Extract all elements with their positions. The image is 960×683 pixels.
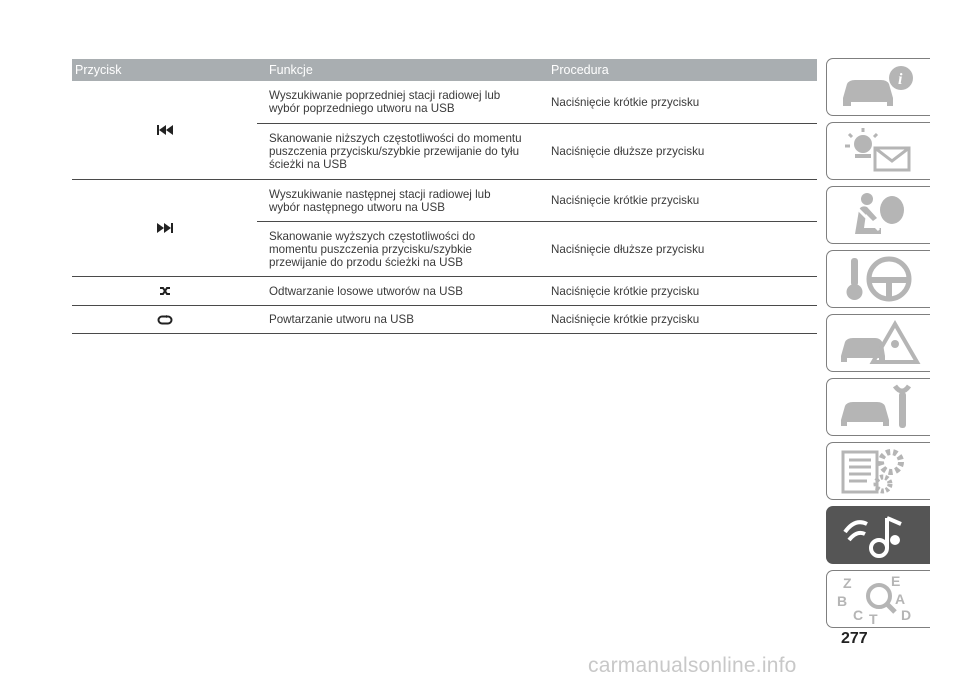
function-text: Skanowanie wyższych częstotliwości do momentu puszczenia przycisku/szybkie przewijanie do przodu ścieżki na USB [269,229,476,269]
tab-safety[interactable] [826,186,930,244]
function-text: Powtarzanie utworu na USB [269,313,414,326]
index-letter: E [891,574,901,589]
function-text: Skanowanie niższych częstotliwości do momentu puszczenia przycisku/szybkie przewijanie do tyłu ścieżki na USB [269,132,522,171]
table-group [72,81,817,180]
procedure-text: Naciśnięcie krótkie przycisku [551,194,700,207]
procedure-text: Naciśnięcie dłuższe przycisku [551,242,705,256]
tab-index[interactable] [826,570,930,628]
controls-table [72,59,817,334]
index-letter: B [837,593,848,609]
key-steering-wheel-icon [837,254,921,304]
page-number: 277 [841,630,868,647]
index-letter: D [901,607,912,623]
table-row [257,124,817,179]
index-letter: A [895,591,906,607]
function-text: Wyszukiwanie następnej stacji radiowej lub wybór następnego utworu na USB [269,187,491,214]
table-row [257,180,817,222]
tab-car-info[interactable] [826,58,930,116]
table-group [72,277,817,306]
procedure-text: Naciśnięcie krótkie przycisku [551,95,700,109]
index-letter: Z [843,575,852,591]
specs-gear-icon [837,446,921,496]
procedure-text: Naciśnięcie krótkie przycisku [551,284,700,298]
watermark: carmanualsonline.info [588,654,797,677]
tab-technical-data[interactable] [826,442,930,500]
alphabetical-index-icon [837,574,921,624]
seat-airbag-icon [837,190,921,240]
header-procedure: Procedura [551,63,609,77]
tab-warning-lights[interactable] [826,122,930,180]
index-letter: C [853,607,864,623]
next-track-icon [72,180,257,276]
tab-multimedia[interactable] [826,506,930,564]
table-row [257,81,817,124]
function-text: Odtwarzanie losowe utworów na USB [269,284,463,298]
table-group [72,180,817,277]
index-letter: T [869,611,878,624]
table-group [72,306,817,334]
header-function: Funkcje [269,63,313,77]
warning-lights-message-icon [837,126,921,176]
svg-text:i: i [898,71,903,88]
procedure-text: Naciśnięcie dłuższe przycisku [551,145,705,158]
header-button: Przycisk [75,63,122,77]
tab-emergency[interactable] [826,314,930,372]
function-text: Wyszukiwanie poprzedniej stacji radiowej lub wybór poprzedniego utworu na USB [269,89,501,115]
car-wrench-icon [837,382,921,432]
table-header [72,59,817,81]
repeat-icon [72,306,257,333]
car-accident-warning-icon [837,318,921,368]
shuffle-icon [72,277,257,305]
table-row [257,222,817,276]
previous-track-icon [72,81,257,179]
chapter-tabs [826,58,930,634]
tab-starting-driving[interactable] [826,250,930,308]
procedure-text: Naciśnięcie krótkie przycisku [551,313,700,326]
car-info-icon [837,62,921,112]
table-row [257,306,817,333]
multimedia-music-icon [837,510,921,560]
table-row [257,277,817,305]
tab-maintenance[interactable] [826,378,930,436]
